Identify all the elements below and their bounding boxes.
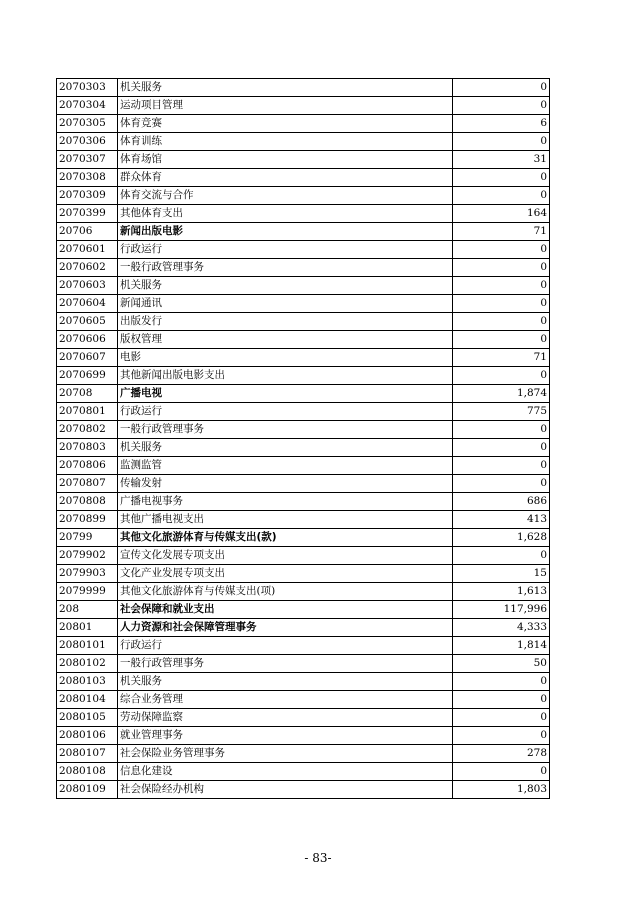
- account-code-cell: 2070806: [57, 457, 118, 475]
- account-name-cell: 体育竞赛: [118, 115, 453, 133]
- amount-cell: 1,803: [453, 781, 550, 799]
- account-code-cell: 2080105: [57, 709, 118, 727]
- table-row: [57, 565, 550, 583]
- amount-cell: 686: [453, 493, 550, 511]
- budget-table: [56, 78, 550, 799]
- table-row: [57, 637, 550, 655]
- amount-cell: 4,333: [453, 619, 550, 637]
- account-name-cell: 行政运行: [118, 403, 453, 421]
- amount-cell: 1,628: [453, 529, 550, 547]
- account-code-cell: 2070899: [57, 511, 118, 529]
- amount-cell: 1,613: [453, 583, 550, 601]
- account-code-cell: 208: [57, 601, 118, 619]
- amount-cell: 0: [453, 691, 550, 709]
- account-code-cell: 2070307: [57, 151, 118, 169]
- page-number: - 83-: [304, 851, 332, 865]
- account-name-cell: 体育交流与合作: [118, 187, 453, 205]
- account-code-cell: 2070605: [57, 313, 118, 331]
- table-row: [57, 655, 550, 673]
- account-code-cell: 2080108: [57, 763, 118, 781]
- account-name-cell: 文化产业发展专项支出: [118, 565, 453, 583]
- account-name-cell: 人力资源和社会保障管理事务: [118, 619, 453, 637]
- account-name-cell: 其他文化旅游体育与传媒支出(款): [118, 529, 453, 547]
- amount-cell: 117,996: [453, 601, 550, 619]
- account-name-cell: 广播电视事务: [118, 493, 453, 511]
- account-name-cell: 机关服务: [118, 79, 453, 97]
- account-code-cell: 2080103: [57, 673, 118, 691]
- amount-cell: 0: [453, 673, 550, 691]
- account-name-cell: 劳动保障监察: [118, 709, 453, 727]
- account-code-cell: 2070309: [57, 187, 118, 205]
- account-name-cell: 社会保险业务管理事务: [118, 745, 453, 763]
- account-name-cell: 信息化建设: [118, 763, 453, 781]
- account-name-cell: 就业管理事务: [118, 727, 453, 745]
- account-code-cell: 20708: [57, 385, 118, 403]
- account-code-cell: 2080102: [57, 655, 118, 673]
- account-name-cell: 行政运行: [118, 637, 453, 655]
- table-row: [57, 763, 550, 781]
- account-name-cell: 电影: [118, 349, 453, 367]
- account-name-cell: 其他新闻出版电影支出: [118, 367, 453, 385]
- account-code-cell: 2070807: [57, 475, 118, 493]
- amount-cell: 15: [453, 565, 550, 583]
- table-row: [57, 79, 550, 97]
- account-code-cell: 2070803: [57, 439, 118, 457]
- table-row: [57, 475, 550, 493]
- account-name-cell: 体育场馆: [118, 151, 453, 169]
- amount-cell: 0: [453, 97, 550, 115]
- account-name-cell: 机关服务: [118, 673, 453, 691]
- account-name-cell: 机关服务: [118, 439, 453, 457]
- table-row: [57, 115, 550, 133]
- account-code-cell: 2070607: [57, 349, 118, 367]
- table-row: [57, 691, 550, 709]
- table-row: [57, 367, 550, 385]
- table-row: [57, 727, 550, 745]
- amount-cell: 0: [453, 259, 550, 277]
- table-row: [57, 457, 550, 475]
- amount-cell: 0: [453, 313, 550, 331]
- table-row: [57, 205, 550, 223]
- amount-cell: 71: [453, 223, 550, 241]
- table-row: [57, 331, 550, 349]
- account-name-cell: 社会保险经办机构: [118, 781, 453, 799]
- amount-cell: 0: [453, 169, 550, 187]
- account-name-cell: 社会保障和就业支出: [118, 601, 453, 619]
- account-code-cell: 2070601: [57, 241, 118, 259]
- account-code-cell: 2080109: [57, 781, 118, 799]
- table-row: [57, 547, 550, 565]
- account-code-cell: 2070305: [57, 115, 118, 133]
- amount-cell: 413: [453, 511, 550, 529]
- account-code-cell: 2070306: [57, 133, 118, 151]
- table-row: [57, 151, 550, 169]
- account-name-cell: 一般行政管理事务: [118, 655, 453, 673]
- amount-cell: 775: [453, 403, 550, 421]
- amount-cell: 278: [453, 745, 550, 763]
- table-row: [57, 241, 550, 259]
- table-row: [57, 745, 550, 763]
- amount-cell: 1,814: [453, 637, 550, 655]
- account-code-cell: 2070603: [57, 277, 118, 295]
- amount-cell: 0: [453, 457, 550, 475]
- table-row: [57, 349, 550, 367]
- account-code-cell: 2070303: [57, 79, 118, 97]
- table-row: [57, 277, 550, 295]
- table-row: [57, 295, 550, 313]
- table-row: [57, 529, 550, 547]
- account-name-cell: 一般行政管理事务: [118, 421, 453, 439]
- account-code-cell: 20706: [57, 223, 118, 241]
- amount-cell: 71: [453, 349, 550, 367]
- amount-cell: 0: [453, 475, 550, 493]
- amount-cell: 0: [453, 133, 550, 151]
- table-row: [57, 439, 550, 457]
- table-row: [57, 133, 550, 151]
- amount-cell: 0: [453, 709, 550, 727]
- amount-cell: 31: [453, 151, 550, 169]
- amount-cell: 0: [453, 277, 550, 295]
- account-code-cell: 2070308: [57, 169, 118, 187]
- account-code-cell: 2080107: [57, 745, 118, 763]
- amount-cell: 0: [453, 367, 550, 385]
- table-row: [57, 601, 550, 619]
- table-row: [57, 781, 550, 799]
- amount-cell: 0: [453, 241, 550, 259]
- amount-cell: 0: [453, 547, 550, 565]
- table-row: [57, 223, 550, 241]
- amount-cell: 0: [453, 439, 550, 457]
- account-code-cell: 2079902: [57, 547, 118, 565]
- amount-cell: 0: [453, 79, 550, 97]
- table-row: [57, 403, 550, 421]
- table-row: [57, 259, 550, 277]
- amount-cell: 164: [453, 205, 550, 223]
- table-row: [57, 187, 550, 205]
- amount-cell: 50: [453, 655, 550, 673]
- amount-cell: 0: [453, 727, 550, 745]
- account-name-cell: 广播电视: [118, 385, 453, 403]
- account-name-cell: 传输发射: [118, 475, 453, 493]
- amount-cell: 0: [453, 187, 550, 205]
- account-name-cell: 一般行政管理事务: [118, 259, 453, 277]
- table-row: [57, 583, 550, 601]
- table-row: [57, 709, 550, 727]
- account-name-cell: 综合业务管理: [118, 691, 453, 709]
- amount-cell: 1,874: [453, 385, 550, 403]
- account-name-cell: 新闻通讯: [118, 295, 453, 313]
- account-name-cell: 宣传文化发展专项支出: [118, 547, 453, 565]
- account-name-cell: 版权管理: [118, 331, 453, 349]
- account-code-cell: 2079903: [57, 565, 118, 583]
- account-code-cell: 2080104: [57, 691, 118, 709]
- table-row: [57, 511, 550, 529]
- amount-cell: 0: [453, 763, 550, 781]
- account-name-cell: 运动项目管理: [118, 97, 453, 115]
- amount-cell: 0: [453, 331, 550, 349]
- account-name-cell: 机关服务: [118, 277, 453, 295]
- amount-cell: 0: [453, 421, 550, 439]
- account-name-cell: 行政运行: [118, 241, 453, 259]
- account-code-cell: 2070802: [57, 421, 118, 439]
- account-code-cell: 2079999: [57, 583, 118, 601]
- account-name-cell: 群众体育: [118, 169, 453, 187]
- table-row: [57, 619, 550, 637]
- account-code-cell: 2070808: [57, 493, 118, 511]
- table-row: [57, 421, 550, 439]
- account-code-cell: 2070304: [57, 97, 118, 115]
- table-row: [57, 493, 550, 511]
- table-row: [57, 673, 550, 691]
- account-name-cell: 其他体育支出: [118, 205, 453, 223]
- account-name-cell: 其他文化旅游体育与传媒支出(项): [118, 583, 453, 601]
- account-code-cell: 2070399: [57, 205, 118, 223]
- account-code-cell: 2070801: [57, 403, 118, 421]
- account-code-cell: 2080101: [57, 637, 118, 655]
- account-code-cell: 2070604: [57, 295, 118, 313]
- amount-cell: 6: [453, 115, 550, 133]
- account-name-cell: 其他广播电视支出: [118, 511, 453, 529]
- budget-table-body: [57, 79, 550, 799]
- table-row: [57, 169, 550, 187]
- table-row: [57, 97, 550, 115]
- account-code-cell: 2080106: [57, 727, 118, 745]
- amount-cell: 0: [453, 295, 550, 313]
- account-code-cell: 20801: [57, 619, 118, 637]
- table-row: [57, 313, 550, 331]
- account-code-cell: 2070602: [57, 259, 118, 277]
- account-name-cell: 出版发行: [118, 313, 453, 331]
- account-code-cell: 2070606: [57, 331, 118, 349]
- account-name-cell: 体育训练: [118, 133, 453, 151]
- account-name-cell: 新闻出版电影: [118, 223, 453, 241]
- account-code-cell: 2070699: [57, 367, 118, 385]
- account-code-cell: 20799: [57, 529, 118, 547]
- table-row: [57, 385, 550, 403]
- account-name-cell: 监测监管: [118, 457, 453, 475]
